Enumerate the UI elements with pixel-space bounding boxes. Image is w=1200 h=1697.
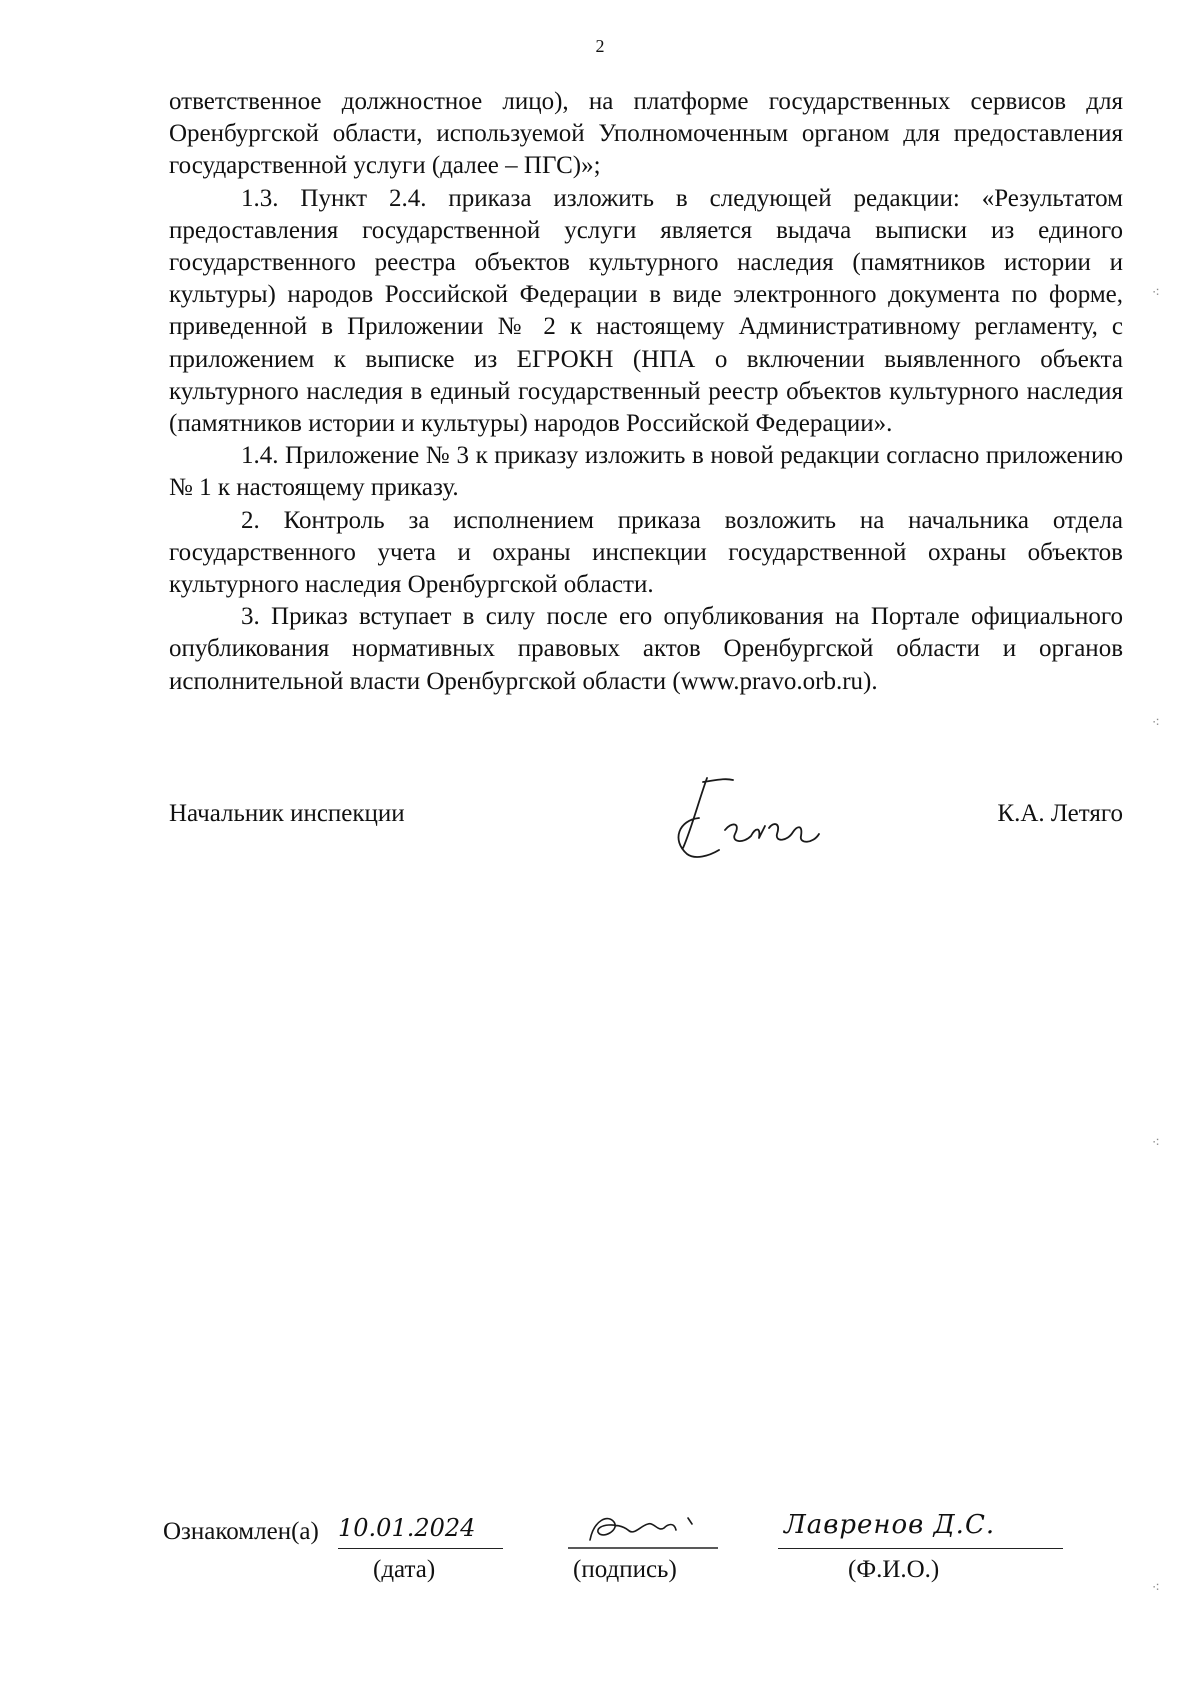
signature-caption: (подпись) <box>573 1556 677 1583</box>
acknowledgement-signature <box>568 1510 728 1550</box>
signer-position: Начальник инспекции <box>169 800 405 827</box>
date-value: 10.01.2024 <box>338 1514 476 1542</box>
signature-field <box>568 1510 728 1555</box>
acknowledgement-block <box>163 1510 1083 1600</box>
scan-speck: ⁖ <box>1151 716 1160 731</box>
paragraph: ответственное должностное лицо), на платформе государственных сервисов для Оренбургской области, используемой Уполномоченным органом для предоставления государственной услуги (далее – ПГС)»; <box>169 88 1123 180</box>
page-number: 2 <box>595 36 605 56</box>
scan-speck: ⁖ <box>1151 1581 1160 1596</box>
date-caption: (дата) <box>373 1556 436 1583</box>
fio-value: Лавренов Д.С. <box>784 1510 996 1540</box>
paragraph: 1.4. Приложение № 3 к приказу изложить в новой редакции согласно приложению № 1 к настоящему приказу. <box>169 442 1123 502</box>
document-body <box>169 86 1123 698</box>
scan-speck: ⁖ <box>1151 1136 1160 1151</box>
signer-name: К.А. Летяго <box>997 800 1123 827</box>
fio-caption: (Ф.И.О.) <box>848 1556 940 1583</box>
scan-speck: ⁖ <box>1151 286 1160 301</box>
signature-block <box>169 770 1123 880</box>
handwritten-signature <box>669 770 839 870</box>
acknowledgement-label: Ознакомлен(а) <box>163 1518 319 1545</box>
paragraph: 2. Контроль за исполнением приказа возложить на начальника отдела государственного учета и охраны инспекции государственной охраны объектов культурного наследия Оренбургской области. <box>169 506 1123 599</box>
paragraph: 1.3. Пункт 2.4. приказа изложить в следующей редакции: «Результатом предоставления государственной услуги является выдача выписки из единого государственного реестра объектов культурного наследия (памятников истории и культуры) народов Российской Федерации в виде электронного документа по форме, приведенной в Приложении № 2 к настоящему Административному регламенту, с приложением к выписке из ЕГРОКН (НПА о включении выявленного объекта культурного наследия в единый государственный реестр объектов культурного наследия (памятников истории и культуры) народов Российской Федерации». <box>169 184 1123 438</box>
paragraph: 3. Приказ вступает в силу после его опубликования на Портале официального опубликования нормативных правовых актов Оренбургской области и органов исполнительной власти Оренбургской области (www.pravo.orb.ru). <box>169 603 1123 695</box>
